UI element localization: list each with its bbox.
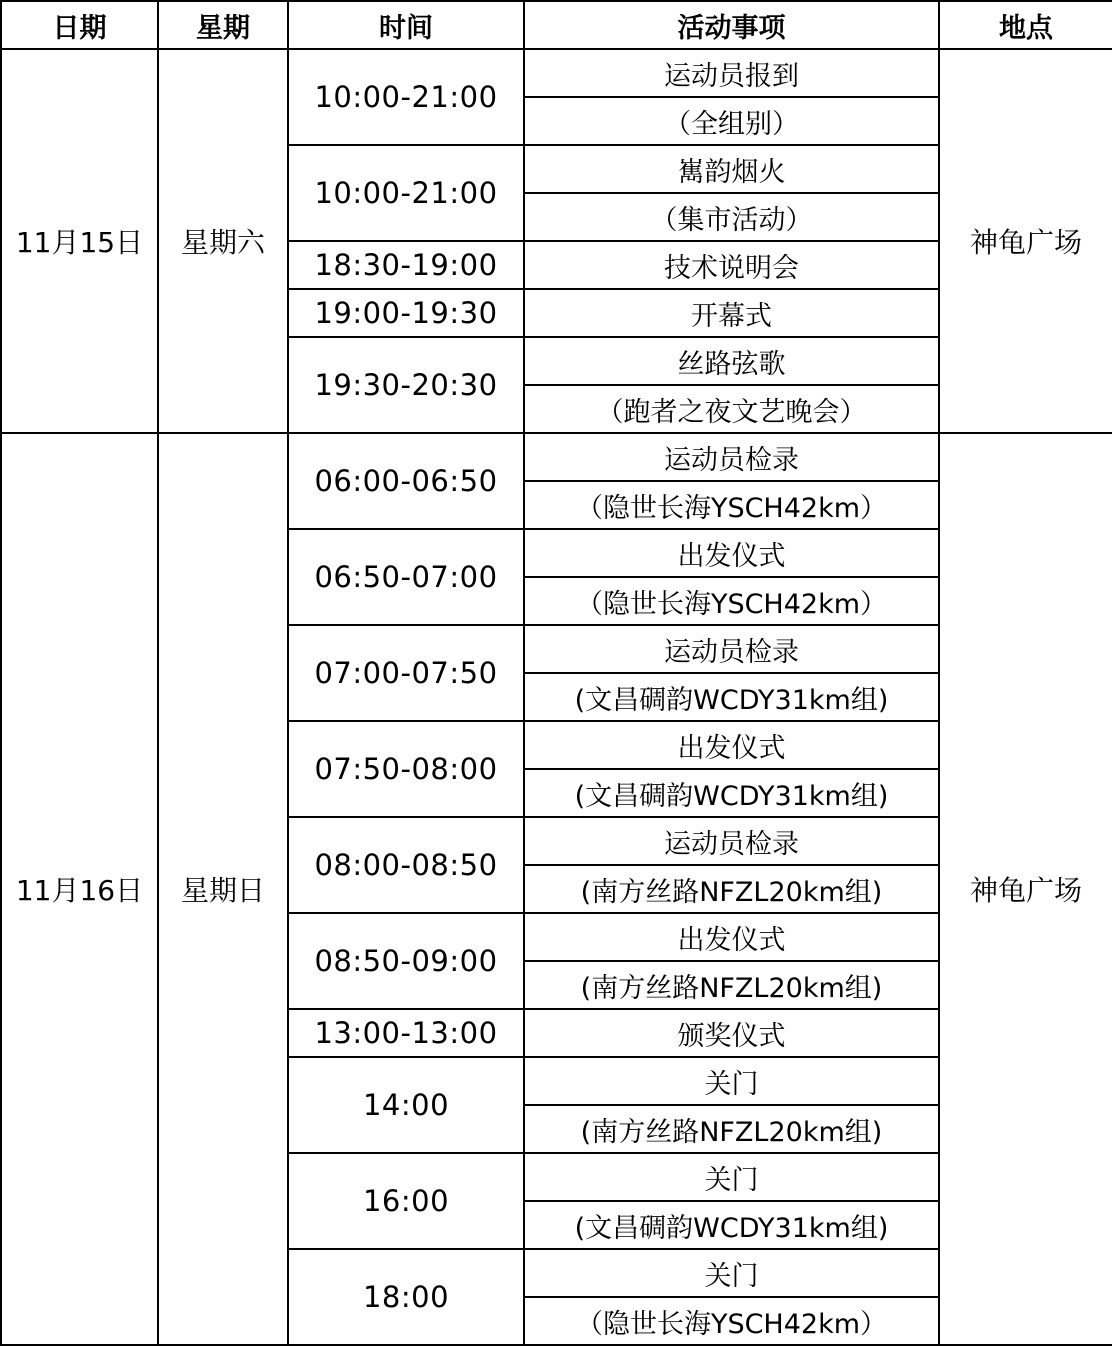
date-cell: 11月15日 [1,49,158,433]
time-cell: 08:50-09:00 [288,913,524,1009]
time-cell: 10:00-21:00 [288,49,524,145]
location-cell: 神龟广场 [939,433,1112,1345]
table-row [1,433,1112,481]
time-cell: 19:00-19:30 [288,289,524,337]
time-cell: 13:00-13:00 [288,1009,524,1057]
table-row [1,49,1112,97]
event-cell: （隐世长海YSCH42km） [524,577,939,625]
header-location: 地点 [939,1,1112,49]
event-cell: （隐世长海YSCH42km） [524,1297,939,1345]
event-cell: (文昌碉韵WCDY31km组) [524,769,939,817]
weekday-cell: 星期六 [158,49,288,433]
event-cell: （隐世长海YSCH42km） [524,481,939,529]
time-cell: 07:50-08:00 [288,721,524,817]
event-cell: 开幕式 [524,289,939,337]
location-cell: 神龟广场 [939,49,1112,433]
time-cell: 16:00 [288,1153,524,1249]
time-cell: 10:00-21:00 [288,145,524,241]
time-cell: 08:00-08:50 [288,817,524,913]
event-cell: 关门 [524,1249,939,1297]
header-time: 时间 [288,1,524,49]
event-cell: 嶲韵烟火 [524,145,939,193]
event-cell: 颁奖仪式 [524,1009,939,1057]
time-cell: 18:30-19:00 [288,241,524,289]
header-date: 日期 [1,1,158,49]
event-cell: 运动员检录 [524,625,939,673]
event-cell: 运动员检录 [524,817,939,865]
schedule-body [1,1,1112,1345]
event-cell: 出发仪式 [524,913,939,961]
event-cell: 出发仪式 [524,721,939,769]
event-cell: (南方丝路NFZL20km组) [524,865,939,913]
time-cell: 07:00-07:50 [288,625,524,721]
event-cell: 技术说明会 [524,241,939,289]
event-cell: 运动员报到 [524,49,939,97]
event-cell: 关门 [524,1153,939,1201]
weekday-cell: 星期日 [158,433,288,1345]
event-cell: (文昌碉韵WCDY31km组) [524,1201,939,1249]
event-cell: (南方丝路NFZL20km组) [524,1105,939,1153]
event-cell: （集市活动） [524,193,939,241]
event-cell: 出发仪式 [524,529,939,577]
event-cell: (文昌碉韵WCDY31km组) [524,673,939,721]
time-cell: 19:30-20:30 [288,337,524,433]
event-cell: 丝路弦歌 [524,337,939,385]
time-cell: 06:50-07:00 [288,529,524,625]
event-cell: （跑者之夜文艺晚会） [524,385,939,433]
time-cell: 06:00-06:50 [288,433,524,529]
event-cell: 关门 [524,1057,939,1105]
event-cell: 运动员检录 [524,433,939,481]
event-cell: (南方丝路NFZL20km组) [524,961,939,1009]
header-weekday: 星期 [158,1,288,49]
time-cell: 14:00 [288,1057,524,1153]
time-cell: 18:00 [288,1249,524,1345]
date-cell: 11月16日 [1,433,158,1345]
header-event: 活动事项 [524,1,939,49]
event-cell: （全组别） [524,97,939,145]
header-row [1,1,1112,49]
